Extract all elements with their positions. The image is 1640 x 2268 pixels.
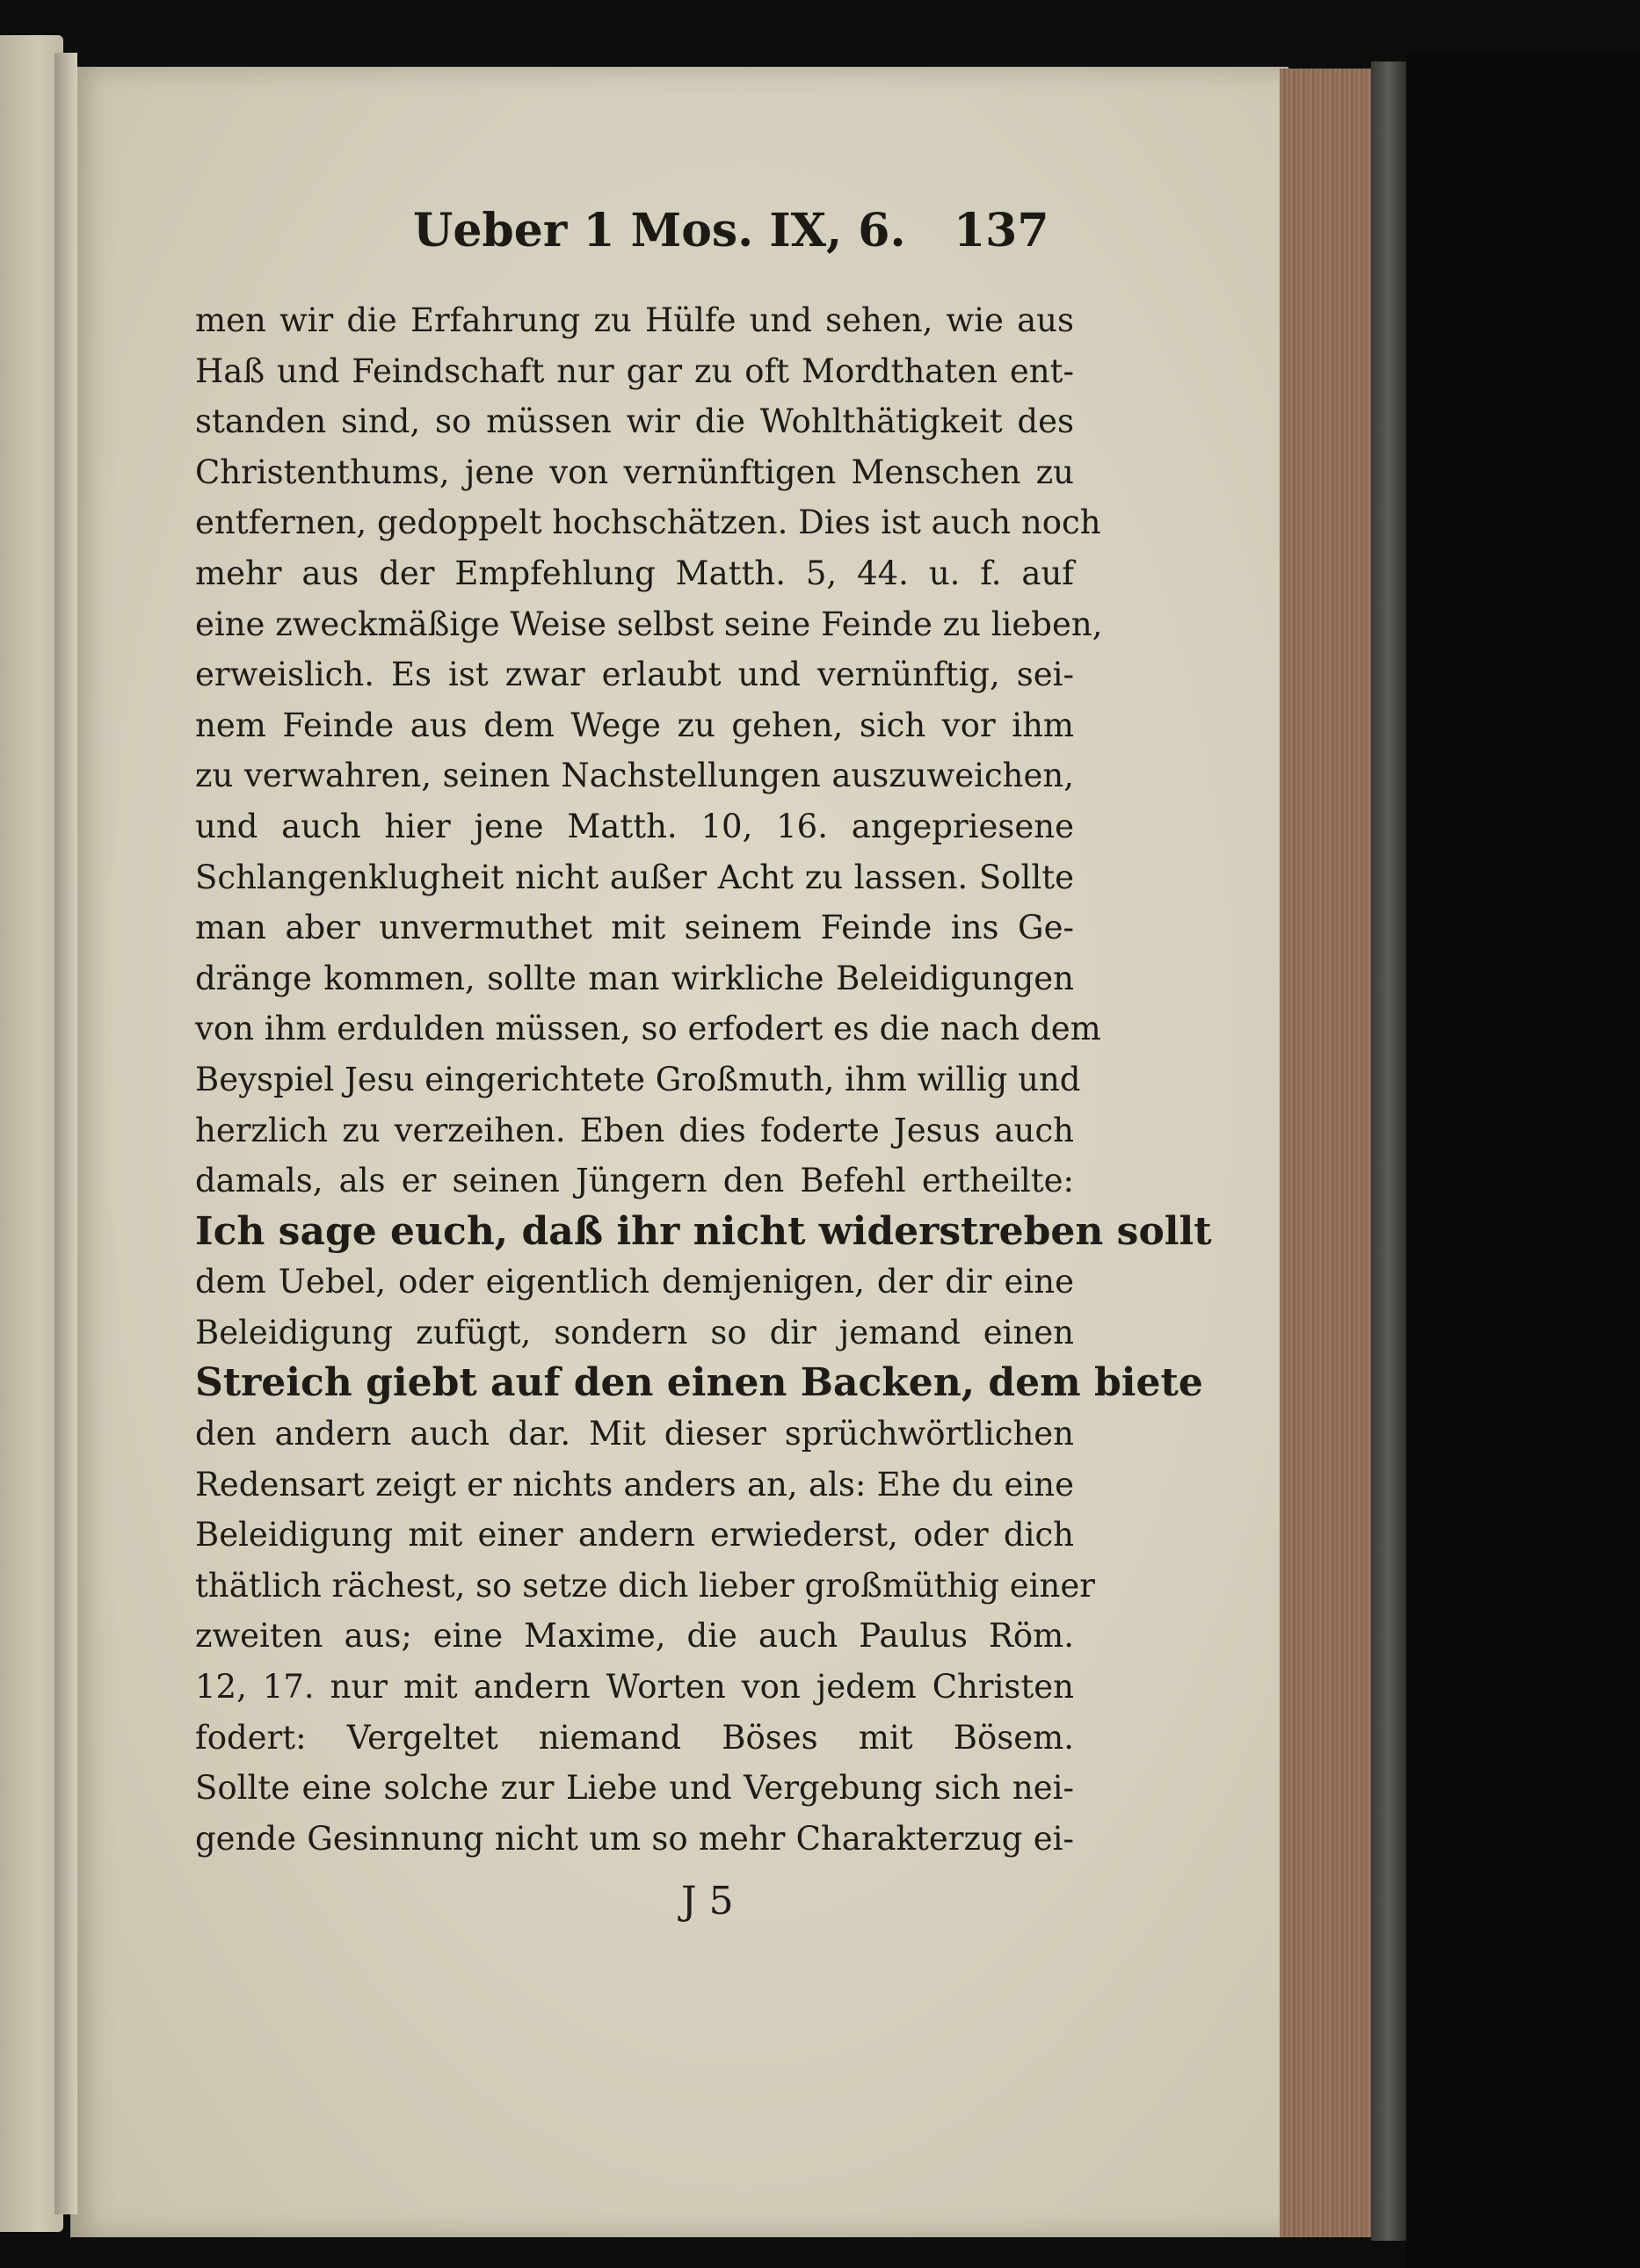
text-line: zu verwahren, seinen Nachstellungen auszuweichen, bbox=[195, 757, 1074, 795]
book-gutter bbox=[54, 53, 77, 2214]
text-line: Beyspiel Jesu eingerichtete Großmuth, ihm willig und bbox=[195, 1060, 1081, 1098]
text-line: Beleidigung mit einer andern erwiederst, oder dich bbox=[195, 1516, 1074, 1554]
background-shadow bbox=[1406, 53, 1640, 2268]
text-line: thätlich rächest, so setze dich lieber großmüthig einer bbox=[195, 1566, 1095, 1605]
page-header bbox=[413, 204, 1049, 274]
text-line: gende Gesinnung nicht um so mehr Charakterzug ei- bbox=[195, 1819, 1074, 1858]
text-line: herzlich zu verzeihen. Eben dies foderte Jesus auch bbox=[195, 1111, 1074, 1149]
text-line: dränge kommen, sollte man wirkliche Beleidigungen bbox=[195, 959, 1074, 997]
text-line: Haß und Feindschaft nur gar zu oft Mordthaten ent- bbox=[195, 351, 1074, 390]
text-line: Schlangenklugheit nicht außer Acht zu lassen. Sollte bbox=[195, 858, 1074, 896]
text-line: standen sind, so müssen wir die Wohlthätigkeit des bbox=[195, 402, 1074, 441]
book-cover-edge bbox=[1371, 62, 1406, 2241]
text-line: Sollte eine solche zur Liebe und Vergebung sich nei- bbox=[195, 1769, 1074, 1808]
text-line: mehr aus der Empfehlung Matth. 5, 44. u. f. auf bbox=[195, 554, 1074, 592]
text-line: man aber unvermuthet mit seinem Feinde ins Ge- bbox=[195, 909, 1074, 947]
text-line: Beleidigung zufügt, sondern so dir jemand einen bbox=[195, 1313, 1074, 1351]
text-line: nem Feinde aus dem Wege zu gehen, sich vor ihm bbox=[195, 706, 1074, 744]
text-line: zweiten aus; eine Maxime, die auch Paulus Röm. bbox=[195, 1617, 1074, 1656]
body-text bbox=[195, 295, 1212, 1864]
text-line: damals, als er seinen Jüngern den Befehl ertheilte: bbox=[195, 1162, 1074, 1200]
text-line: Redensart zeigt er nichts anders an, als: Ehe du eine bbox=[195, 1465, 1074, 1504]
page-number: 137 bbox=[954, 204, 1049, 257]
signature-mark: J 5 bbox=[681, 1879, 734, 1924]
text-line: dem Uebel, oder eigentlich demjenigen, der dir eine bbox=[195, 1263, 1074, 1301]
text-line: Christenthums, jene von vernünftigen Menschen zu bbox=[195, 453, 1074, 491]
text-line-emphasis: Ich sage euch, daß ihr nicht widerstreben sollt bbox=[195, 1208, 1212, 1254]
text-line: eine zweckmäßige Weise selbst seine Feinde zu lieben, bbox=[195, 605, 1103, 643]
text-line: den andern auch dar. Mit dieser sprüchwörtlichen bbox=[195, 1415, 1074, 1453]
text-line: und auch hier jene Matth. 10, 16. angepriesene bbox=[195, 807, 1074, 845]
text-line: entfernen, gedoppelt hochschätzen. Dies ist auch noch bbox=[195, 504, 1101, 542]
page-block-edge bbox=[1280, 69, 1375, 2237]
text-line-emphasis: Streich giebt auf den einen Backen, dem biete bbox=[195, 1360, 1203, 1406]
text-line: fodert: Vergeltet niemand Böses mit Bösem. bbox=[195, 1718, 1074, 1757]
text-line: erweislich. Es ist zwar erlaubt und vernünftig, sei- bbox=[195, 656, 1074, 694]
text-line: men wir die Erfahrung zu Hülfe und sehen, wie aus bbox=[195, 301, 1074, 339]
text-line: von ihm erdulden müssen, so erfodert es die nach dem bbox=[195, 1010, 1101, 1048]
running-title: Ueber 1 Mos. IX, 6. bbox=[413, 204, 906, 257]
text-line: 12, 17. nur mit andern Worten von jedem Christen bbox=[195, 1668, 1074, 1706]
